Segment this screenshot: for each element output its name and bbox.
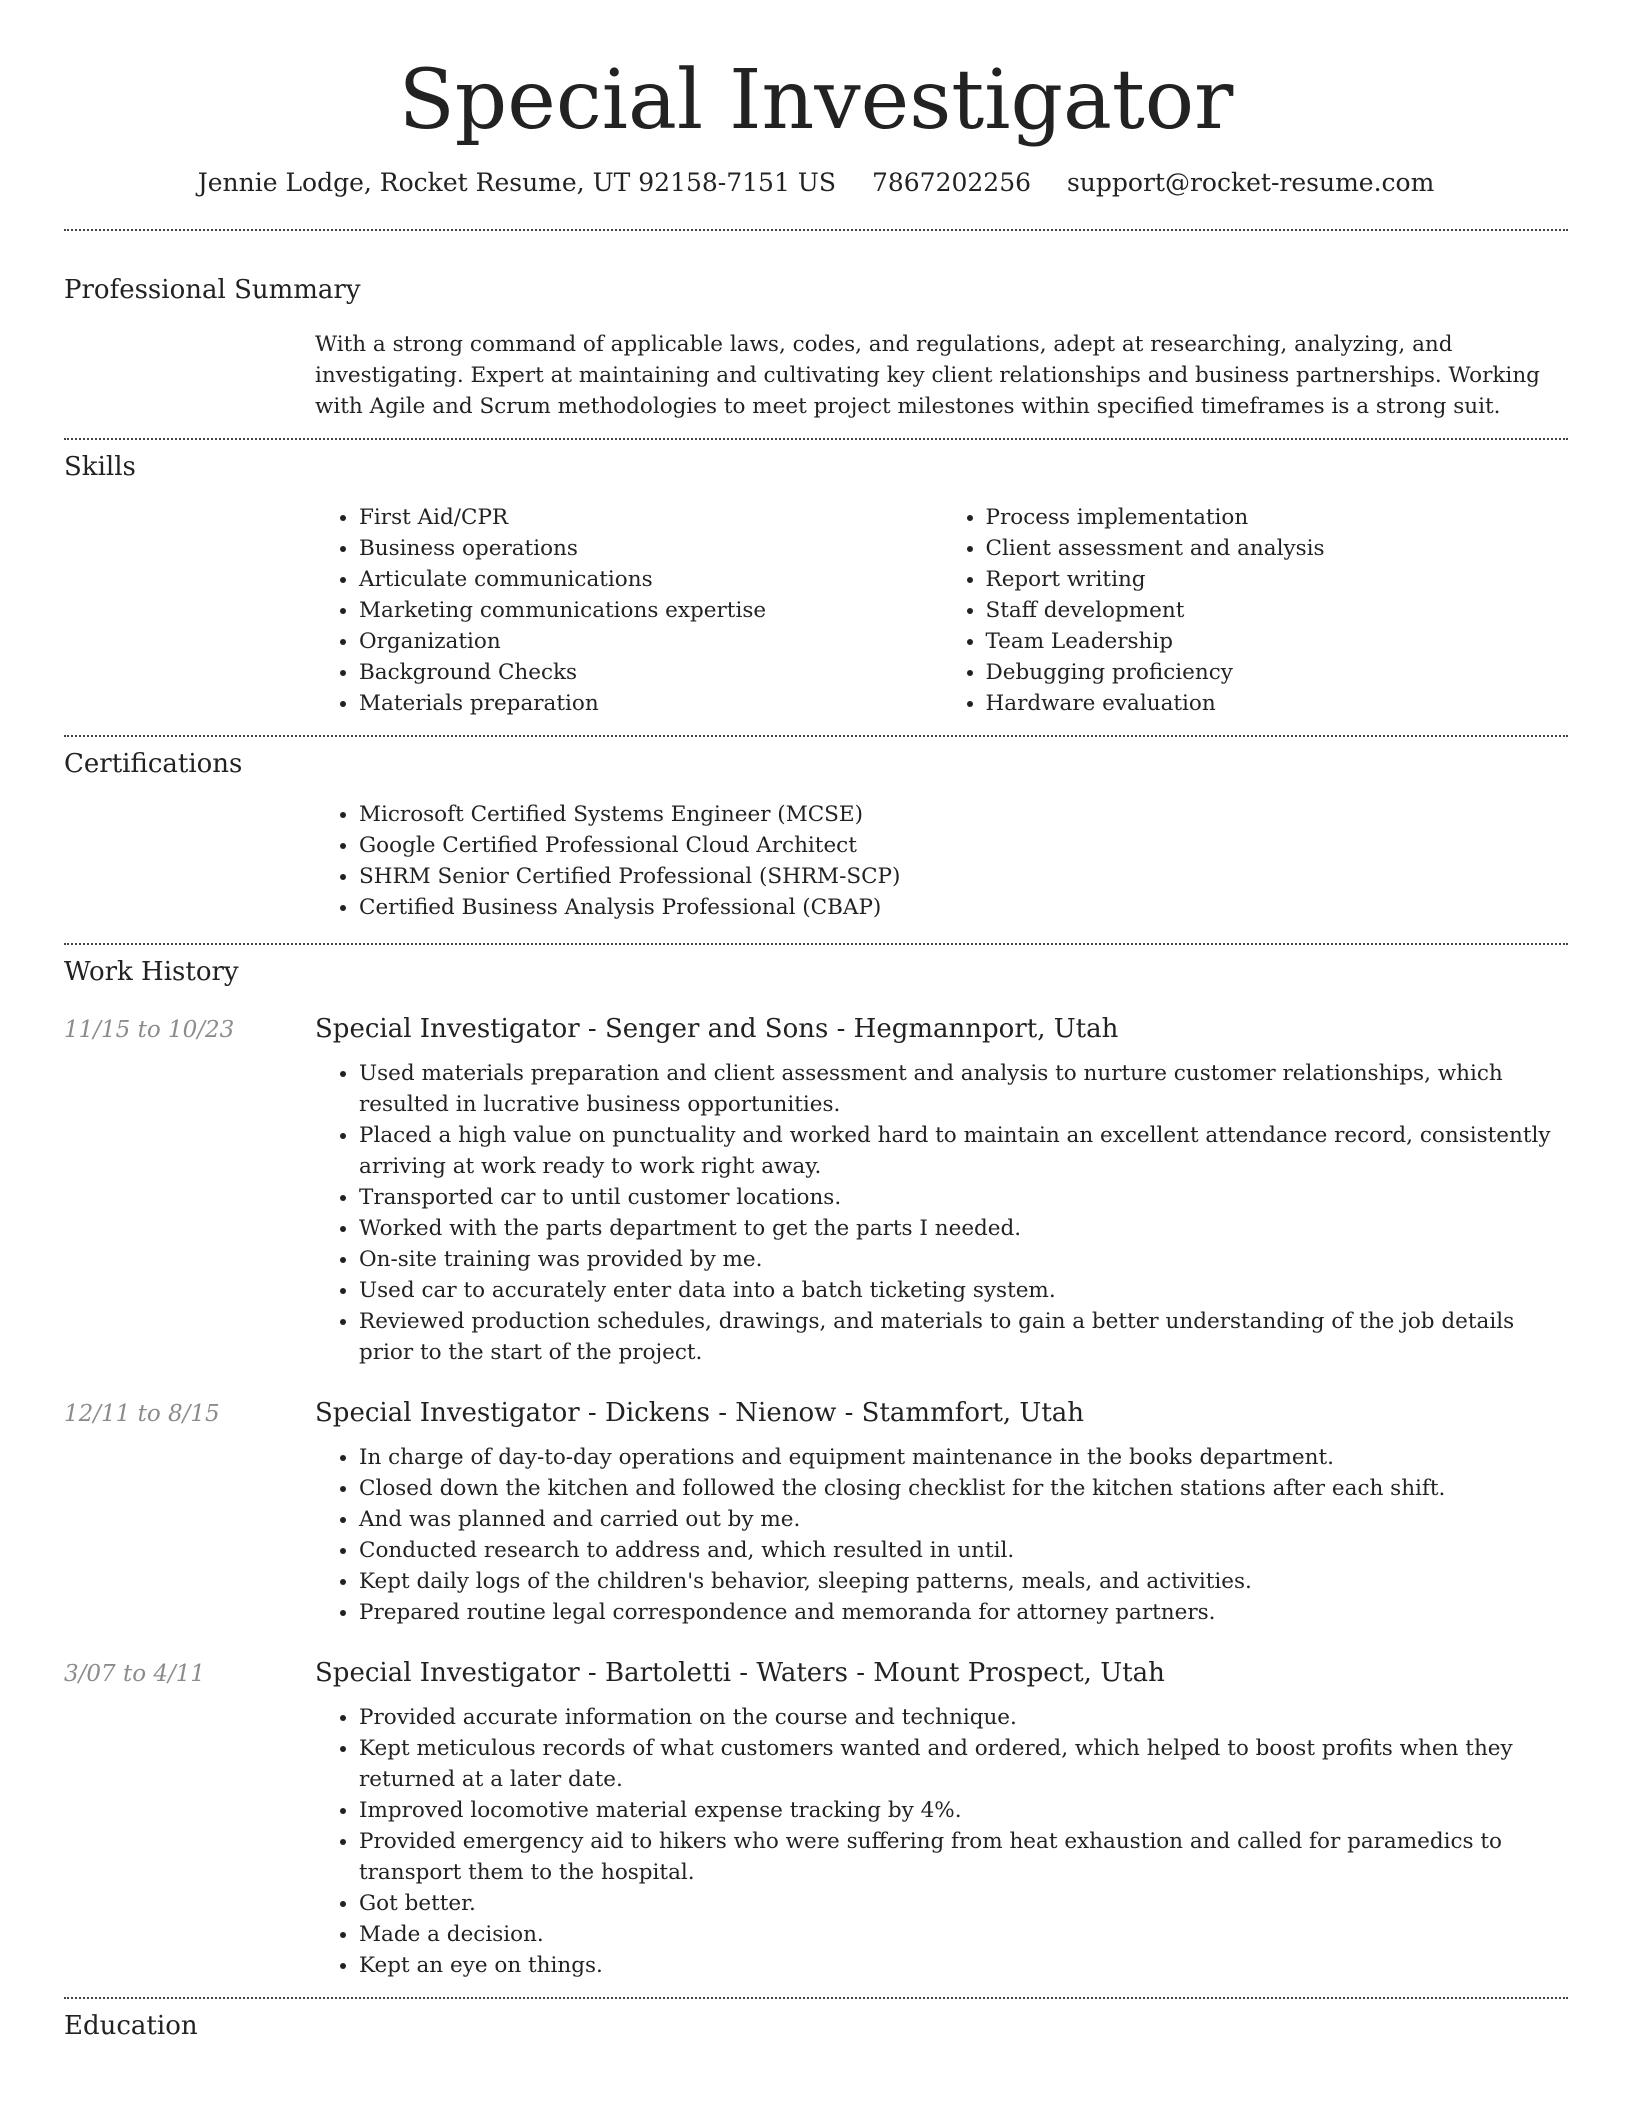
certifications-section	[64, 737, 1568, 923]
work-history-section	[64, 945, 1568, 1981]
certification-item: • SHRM Senior Certified Professional (SHRM-SCP)	[359, 861, 1568, 892]
resume-title: Special Investigator	[398, 53, 1234, 148]
job-bullet: • Kept an eye on things.	[359, 1950, 1568, 1981]
job-bullet: • Provided accurate information on the course and technique.	[359, 1702, 1568, 1733]
job-dates: 3/07 to 4/11	[64, 1661, 206, 1688]
job-bullet: • On-site training was provided by me.	[359, 1244, 1568, 1275]
job-dates: 12/11 to 8/15	[64, 1401, 220, 1428]
job-bullet: • Used car to accurately enter data into a batch ticketing system.	[359, 1275, 1568, 1306]
job-bullet: • Transported car to until customer locations.	[359, 1182, 1568, 1213]
certification-item: • Certified Business Analysis Professional (CBAP)	[359, 892, 1568, 923]
job-bullets	[315, 1702, 1568, 1981]
job-heading: Special Investigator - Bartoletti - Waters - Mount Prospect, Utah	[315, 1658, 1165, 1689]
job-entry	[64, 1658, 1568, 1981]
job-bullet: • Placed a high value on punctuality and worked hard to maintain an excellent attendance record, consistently arriving at work ready to work right away.	[359, 1120, 1568, 1182]
job-bullet: • Kept meticulous records of what customers wanted and ordered, which helped to boost profits when they returned at a later date.	[359, 1733, 1568, 1795]
job-bullet: • Closed down the kitchen and followed the closing checklist for the kitchen stations after each shift.	[359, 1473, 1568, 1504]
job-bullet: • Conducted research to address and, which resulted in until.	[359, 1535, 1568, 1566]
job-bullet: • Prepared routine legal correspondence and memoranda for attorney partners.	[359, 1597, 1568, 1628]
contact-line	[64, 168, 1568, 197]
job-bullets	[315, 1058, 1568, 1368]
skill-item: • First Aid/CPR	[359, 502, 942, 533]
job-bullet: • Kept daily logs of the children's behavior, sleeping patterns, meals, and activities.	[359, 1566, 1568, 1597]
education-heading: Education	[64, 2011, 198, 2042]
job-bullet: • Used materials preparation and client assessment and analysis to nurture customer relationships, which resulted in lucrative business opportunities.	[359, 1058, 1568, 1120]
resume-header	[64, 0, 1568, 197]
skill-item: • Process implementation	[986, 502, 1569, 533]
education-section	[64, 1999, 1568, 2042]
certification-item: • Google Certified Professional Cloud Architect	[359, 830, 1568, 861]
job-header	[64, 1398, 1568, 1428]
skill-item: • Marketing communications expertise	[359, 595, 942, 626]
job-bullet: • Reviewed production schedules, drawings, and materials to gain a better understanding of the job details prior to the start of the project.	[359, 1306, 1568, 1368]
certifications-heading: Certifications	[64, 748, 243, 779]
skill-item: • Client assessment and analysis	[986, 533, 1569, 564]
skill-item: • Debugging proficiency	[986, 657, 1569, 688]
skill-item: • Staff development	[986, 595, 1569, 626]
job-header	[64, 1014, 1568, 1044]
skills-left-list	[315, 502, 942, 719]
job-heading: Special Investigator - Dickens - Nienow - Stammfort, Utah	[315, 1398, 1085, 1429]
job-bullet: • Improved locomotive material expense tracking by 4%.	[359, 1795, 1568, 1826]
job-bullet: • In charge of day-to-day operations and equipment maintenance in the books department.	[359, 1442, 1568, 1473]
skill-item: • Report writing	[986, 564, 1569, 595]
job-bullet-list	[315, 1702, 1568, 1981]
contact-address: Jennie Lodge, Rocket Resume, UT 92158-7151 US	[197, 168, 836, 198]
skill-item: • Team Leadership	[986, 626, 1569, 657]
work-history-heading: Work History	[64, 956, 239, 987]
skill-item: • Business operations	[359, 533, 942, 564]
certifications-list	[315, 799, 1568, 923]
skills-grid	[315, 502, 1568, 719]
skills-right-list	[942, 502, 1569, 719]
certification-item: • Microsoft Certified Systems Engineer (MCSE)	[359, 799, 1568, 830]
contact-phone: 7867202256	[871, 168, 1032, 198]
certifications-list-wrap	[315, 799, 1568, 923]
summary-heading: Professional Summary	[64, 275, 361, 306]
job-entry	[64, 1398, 1568, 1628]
job-bullet: • Worked with the parts department to get the parts I needed.	[359, 1213, 1568, 1244]
job-bullet-list	[315, 1442, 1568, 1628]
job-bullet: • Got better.	[359, 1888, 1568, 1919]
summary-text: With a strong command of applicable laws, codes, and regulations, adept at researching, analyzing, and investigating. Expert at maintaining and cultivating key client relationships and business partnerships. Working with Agile and Scrum methodologies to meet project milestones within specified timeframes is a strong suit.	[315, 331, 1540, 419]
skill-item: • Organization	[359, 626, 942, 657]
job-bullet: • And was planned and carried out by me.	[359, 1504, 1568, 1535]
job-bullet-list	[315, 1058, 1568, 1368]
job-entry	[64, 1014, 1568, 1368]
job-bullet: • Made a decision.	[359, 1919, 1568, 1950]
skills-heading: Skills	[64, 451, 136, 482]
skill-item: • Materials preparation	[359, 688, 942, 719]
skill-item: • Hardware evaluation	[986, 688, 1569, 719]
contact-email: support@rocket-resume.com	[1066, 168, 1435, 198]
job-bullet: • Provided emergency aid to hikers who were suffering from heat exhaustion and called for paramedics to transport them to the hospital.	[359, 1826, 1568, 1888]
job-bullets	[315, 1442, 1568, 1628]
skill-item: • Background Checks	[359, 657, 942, 688]
skill-item: • Articulate communications	[359, 564, 942, 595]
job-heading: Special Investigator - Senger and Sons - Hegmannport, Utah	[315, 1014, 1119, 1045]
job-dates: 11/15 to 10/23	[64, 1017, 235, 1044]
summary-section	[64, 231, 1568, 421]
job-header	[64, 1658, 1568, 1688]
skills-section	[64, 440, 1568, 719]
